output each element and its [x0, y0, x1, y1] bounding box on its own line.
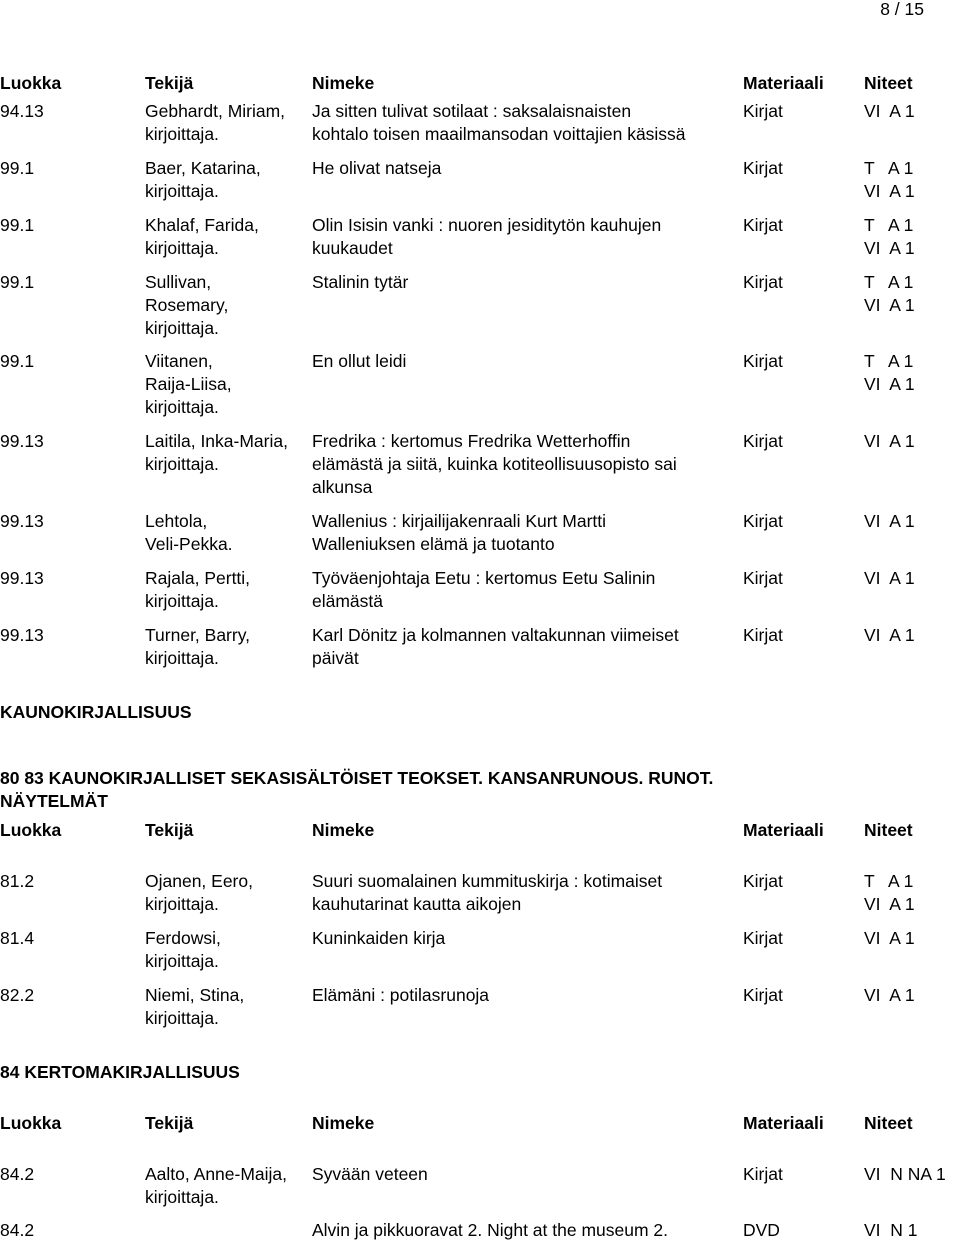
cell-luokka: 94.13 — [0, 101, 44, 121]
header-materiaali: Materiaali — [743, 73, 824, 93]
cell-niteet: VI A 1 — [864, 431, 915, 451]
cell-niteet: VI N 1 — [864, 1220, 918, 1240]
cell-nimeke: Kuninkaiden kirja — [312, 928, 446, 948]
cell-luokka: 99.13 — [0, 511, 44, 531]
cell-niteet: VI A 1 — [864, 101, 915, 121]
cell-luokka: 99.1 — [0, 272, 35, 292]
header-tekija: Tekijä — [145, 820, 194, 840]
header-nimeke: Nimeke — [312, 1113, 375, 1133]
cell-nimeke: Fredrika : kertomus Fredrika Wetterhoffin elämästä ja siitä, kuinka kotiteollisuusopisto sai alkunsa — [312, 431, 677, 497]
cell-materiaali: Kirjat — [743, 158, 783, 178]
cell-materiaali: Kirjat — [743, 431, 783, 451]
cell-luokka: 81.4 — [0, 928, 35, 948]
cell-materiaali: Kirjat — [743, 215, 783, 235]
cell-tekija: Lehtola, Veli-Pekka. — [145, 511, 233, 554]
cell-niteet: VI N NA 1 — [864, 1164, 946, 1184]
cell-nimeke: Suuri suomalainen kummituskirja : kotimaiset kauhutarinat kautta aikojen — [312, 871, 663, 914]
header-niteet: Niteet — [864, 820, 913, 840]
cell-tekija: Aalto, Anne-Maija, kirjoittaja. — [145, 1164, 288, 1207]
cell-nimeke: Työväenjohtaja Eetu : kertomus Eetu Salinin elämästä — [312, 568, 656, 611]
cell-niteet: VI A 1 — [864, 928, 915, 948]
cell-tekija: Niemi, Stina, kirjoittaja. — [145, 985, 245, 1028]
header-luokka: Luokka — [0, 820, 62, 840]
cell-tekija: Viitanen, Raija-Liisa, kirjoittaja. — [145, 351, 232, 417]
cell-luokka: 99.13 — [0, 431, 44, 451]
cell-niteet: T A 1 VI A 1 — [864, 215, 915, 258]
cell-tekija: Baer, Katarina, kirjoittaja. — [145, 158, 261, 201]
page-number: 8 / 15 — [880, 0, 924, 19]
cell-materiaali: Kirjat — [743, 985, 783, 1005]
cell-materiaali: Kirjat — [743, 351, 783, 371]
cell-niteet: VI A 1 — [864, 511, 915, 531]
cell-nimeke: En ollut leidi — [312, 351, 407, 371]
header-materiaali: Materiaali — [743, 820, 824, 840]
cell-materiaali: Kirjat — [743, 272, 783, 292]
cell-tekija: Sullivan, Rosemary, kirjoittaja. — [145, 272, 229, 338]
cell-luokka: 82.2 — [0, 985, 35, 1005]
header-tekija: Tekijä — [145, 73, 194, 93]
cell-nimeke: Alvin ja pikkuoravat 2. Night at the museum 2. — [312, 1220, 669, 1240]
cell-materiaali: Kirjat — [743, 101, 783, 121]
cell-nimeke: Ja sitten tulivat sotilaat : saksalaisnaisten kohtalo toisen maailmansodan voittajien käsissä — [312, 101, 686, 144]
cell-nimeke: Olin Isisin vanki : nuoren jesiditytön kauhujen kuukaudet — [312, 215, 662, 258]
header-luokka: Luokka — [0, 1113, 62, 1133]
header-luokka: Luokka — [0, 73, 62, 93]
section-heading-80-83: 80 83 KAUNOKIRJALLISET SEKASISÄLTÖISET TEOKSET. KANSANRUNOUS. RUNOT. NÄYTELMÄT — [0, 768, 714, 811]
cell-nimeke: He olivat natseja — [312, 158, 442, 178]
cell-nimeke: Elämäni : potilasrunoja — [312, 985, 490, 1005]
cell-nimeke: Wallenius : kirjailijakenraali Kurt Martti Walleniuksen elämä ja tuotanto — [312, 511, 607, 554]
cell-materiaali: Kirjat — [743, 1164, 783, 1184]
cell-niteet: VI A 1 — [864, 568, 915, 588]
cell-nimeke: Karl Dönitz ja kolmannen valtakunnan viimeiset päivät — [312, 625, 679, 668]
cell-nimeke: Stalinin tytär — [312, 272, 409, 292]
cell-tekija: Rajala, Pertti, kirjoittaja. — [145, 568, 251, 611]
cell-tekija: Khalaf, Farida, kirjoittaja. — [145, 215, 259, 258]
cell-niteet: T A 1 VI A 1 — [864, 871, 915, 914]
header-nimeke: Nimeke — [312, 820, 375, 840]
cell-luokka: 99.1 — [0, 351, 35, 371]
cell-materiaali: Kirjat — [743, 511, 783, 531]
cell-niteet: VI A 1 — [864, 985, 915, 1005]
cell-niteet: T A 1 VI A 1 — [864, 272, 915, 315]
cell-niteet: T A 1 VI A 1 — [864, 158, 915, 201]
cell-niteet: T A 1 VI A 1 — [864, 351, 915, 394]
cell-materiaali: DVD — [743, 1220, 780, 1240]
cell-tekija: Ferdowsi, kirjoittaja. — [145, 928, 221, 971]
section-heading-84: 84 KERTOMAKIRJALLISUUS — [0, 1062, 240, 1082]
cell-luokka: 81.2 — [0, 871, 35, 891]
header-niteet: Niteet — [864, 73, 913, 93]
cell-materiaali: Kirjat — [743, 871, 783, 891]
cell-tekija: Laitila, Inka-Maria, kirjoittaja. — [145, 431, 288, 474]
cell-luokka: 84.2 — [0, 1164, 35, 1184]
section-heading-kaunokirjallisuus: KAUNOKIRJALLISUUS — [0, 702, 192, 722]
cell-materiaali: Kirjat — [743, 928, 783, 948]
cell-nimeke: Syvään veteen — [312, 1164, 428, 1184]
cell-materiaali: Kirjat — [743, 625, 783, 645]
header-nimeke: Nimeke — [312, 73, 375, 93]
cell-tekija: Gebhardt, Miriam, kirjoittaja. — [145, 101, 286, 144]
cell-luokka: 99.1 — [0, 215, 35, 235]
header-tekija: Tekijä — [145, 1113, 194, 1133]
cell-materiaali: Kirjat — [743, 568, 783, 588]
header-materiaali: Materiaali — [743, 1113, 824, 1133]
cell-tekija: Turner, Barry, kirjoittaja. — [145, 625, 251, 668]
cell-luokka: 99.1 — [0, 158, 35, 178]
cell-tekija: Ojanen, Eero, kirjoittaja. — [145, 871, 253, 914]
cell-niteet: VI A 1 — [864, 625, 915, 645]
cell-luokka: 84.2 — [0, 1220, 35, 1240]
cell-luokka: 99.13 — [0, 568, 44, 588]
cell-luokka: 99.13 — [0, 625, 44, 645]
header-niteet: Niteet — [864, 1113, 913, 1133]
